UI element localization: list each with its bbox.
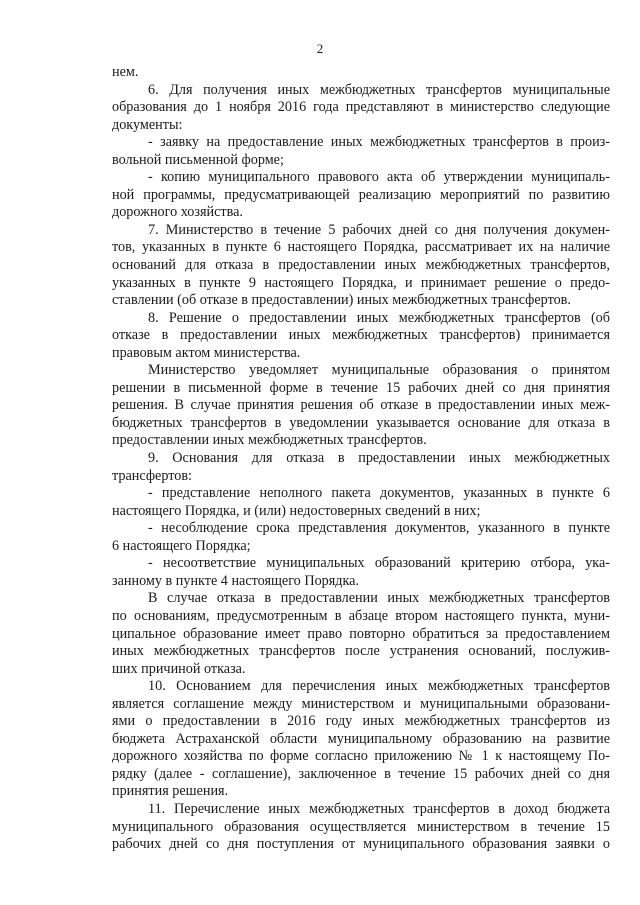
text-line: Министерство уведомляет муниципальные образования о принятом <box>148 362 610 379</box>
text-line: тов, указанных в пункте 6 настоящего Порядка, рассматривает их на наличие <box>112 239 610 256</box>
text-line: оснований для отказа в предоставлении иных межбюджетных трансфертов, <box>112 257 610 274</box>
text-line: рядку (далее - соглашение), заключенное в течение 15 рабочих дней со дня <box>112 765 610 782</box>
text-line: 11. Перечисление иных межбюджетных трансфертов в доход бюджета <box>148 800 610 817</box>
text-line: правовым актом министерства. <box>112 344 301 361</box>
text-line: - несоответствие муниципальных образований критерию отбора, ука- <box>148 555 610 572</box>
text-line: ной программы, предусматривающей реализацию мероприятий по развитию <box>112 186 610 203</box>
text-line: рабочих дней со дня поступления от муниципального образования заявки о <box>112 836 610 853</box>
text-line: дорожного хозяйства по форме согласно приложению № 1 к настоящему По- <box>112 748 610 765</box>
text-line: ших причиной отказа. <box>112 660 246 677</box>
text-line: - представление неполного пакета документов, указанных в пункте 6 <box>148 485 610 502</box>
text-line: является соглашение между министерством и муниципальными образовани- <box>112 695 610 712</box>
text-line: - несоблюдение срока представления документов, указанного в пункте <box>148 520 610 537</box>
text-line: 7. Министерство в течение 5 рабочих дней со дня получения докумен- <box>148 221 610 238</box>
text-line: В случае отказа в предоставлении иных межбюджетных трансфертов <box>148 590 610 607</box>
text-line: ципальное образование имеет право повторно обратиться за предоставлением <box>112 625 610 642</box>
text-line: указанных в пункте 9 настоящего Порядка, и принимает решение о предо- <box>112 274 610 291</box>
text-line: вольной письменной форме; <box>112 151 284 168</box>
text-line: дорожного хозяйства. <box>112 204 243 221</box>
text-line: ями о предоставлении в 2016 году иных межбюджетных трансфертов из <box>112 713 610 730</box>
text-line: занному в пункте 4 настоящего Порядка. <box>112 572 360 589</box>
text-line: 6. Для получения иных межбюджетных трансфертов муниципальные <box>148 81 610 98</box>
text-line: ставлении (об отказе в предоставлении) иных межбюджетных трансфертов. <box>112 292 571 309</box>
text-line: 9. Основания для отказа в предоставлении иных межбюджетных <box>148 450 610 467</box>
text-line: настоящего Порядка, и (или) недостоверных сведений в них; <box>112 502 481 519</box>
body-text <box>112 64 610 854</box>
text-line: отказе в предоставлении иных межбюджетных трансфертов) принимается <box>112 327 610 344</box>
text-line: иных межбюджетных трансфертов после устранения оснований, послужив- <box>112 643 610 660</box>
text-line: образования до 1 ноября 2016 года представляют в министерство следующие <box>112 99 610 116</box>
text-line: бюджета Астраханской области муниципальному образованию на развитие <box>112 730 610 747</box>
text-line: трансфертов: <box>112 467 192 484</box>
text-line: - копию муниципального правового акта об утверждении муниципаль- <box>148 169 610 186</box>
text-line: муниципального образования осуществляется министерством в течение 15 <box>112 818 610 835</box>
text-line: нем. <box>112 64 139 80</box>
text-line: 8. Решение о предоставлении иных межбюджетных трансфертов (об <box>148 309 610 326</box>
text-line: по основаниям, предусмотренным в абзаце втором настоящего пункта, муни- <box>112 607 610 624</box>
text-line: решении в письменной форме в течение 15 рабочих дней со дня принятия <box>112 379 610 396</box>
text-line: документы: <box>112 116 183 133</box>
text-line: решения. В случае принятия решения об отказе в предоставлении иных меж- <box>112 397 610 414</box>
text-line: - заявку на предоставление иных межбюджетных трансфертов в произ- <box>148 134 610 151</box>
text-line: 10. Основанием для перечисления иных межбюджетных трансфертов <box>148 678 610 695</box>
text-line: предоставлении иных межбюджетных трансфертов. <box>112 432 427 449</box>
text-line: бюджетных трансфертов в уведомлении указывается основание для отказа в <box>112 414 610 431</box>
text-line: 6 настоящего Порядка; <box>112 537 251 554</box>
page-number: 2 <box>316 41 324 56</box>
text-line: принятия решения. <box>112 783 229 800</box>
